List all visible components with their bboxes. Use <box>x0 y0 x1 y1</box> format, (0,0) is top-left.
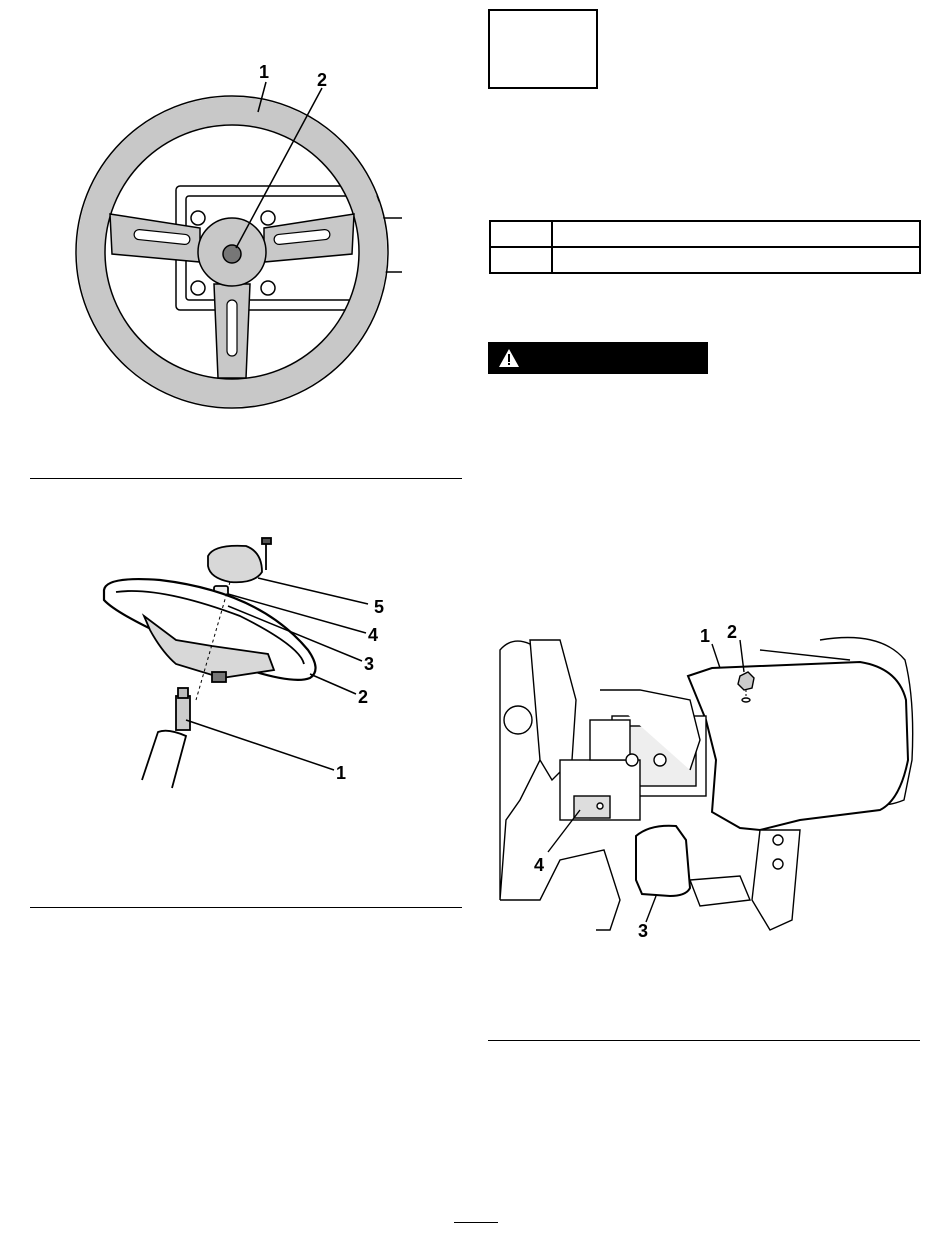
callout-1: 1 <box>259 62 270 82</box>
callout-2: 2 <box>358 687 369 707</box>
callout-4: 4 <box>534 855 545 875</box>
callout-1: 1 <box>336 763 347 783</box>
page-number-underline <box>454 1222 498 1223</box>
callout-2: 2 <box>727 622 738 642</box>
callout-3: 3 <box>638 921 649 941</box>
callout-5: 5 <box>374 597 385 617</box>
callout-1: 1 <box>700 626 711 646</box>
divider-line <box>488 1040 920 1041</box>
callout-2: 2 <box>317 70 328 90</box>
callout-4: 4 <box>368 625 379 645</box>
callout-3: 3 <box>364 654 375 674</box>
